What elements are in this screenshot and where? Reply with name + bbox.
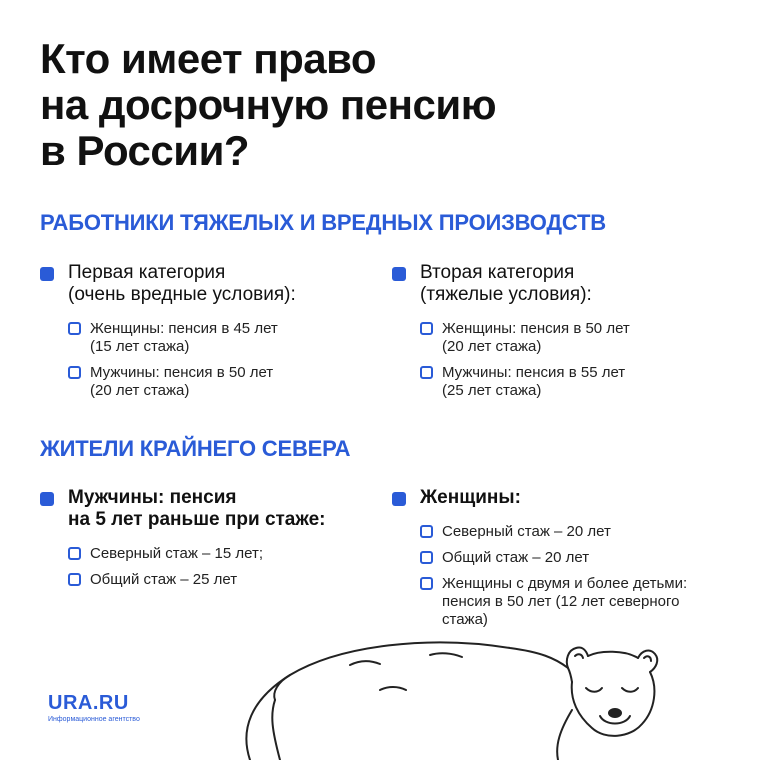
section-heading-harmful: РАБОТНИКИ ТЯЖЕЛЫХ И ВРЕДНЫХ ПРОИЗВОДСТВ — [40, 210, 606, 235]
outline-square-icon — [420, 366, 433, 379]
category-north-women-heading: Женщины: — [392, 487, 732, 509]
list-item: Женщины с двумя и более детьми: пенсия в 50 лет (12 лет северного стажа) — [420, 575, 732, 629]
list-item: Женщины: пенсия в 45 лет (15 лет стажа) — [68, 320, 380, 356]
category-north-women — [392, 487, 732, 637]
filled-square-icon — [40, 267, 54, 281]
logo-subtitle: Информационное агентство — [48, 716, 140, 723]
list-item: Мужчины: пенсия в 50 лет (20 лет стажа) — [68, 364, 380, 400]
outline-square-icon — [420, 551, 433, 564]
title-line-2: на досрочную пенсию — [40, 81, 497, 128]
outline-square-icon — [68, 322, 81, 335]
outline-square-icon — [420, 525, 433, 538]
page-title — [40, 36, 680, 174]
outline-square-icon — [420, 322, 433, 335]
category-first — [40, 262, 380, 408]
filled-square-icon — [392, 492, 406, 506]
title-line-3: в России? — [40, 127, 250, 174]
category-north-men — [40, 487, 380, 597]
outline-square-icon — [68, 547, 81, 560]
list-item: Общий стаж – 20 лет — [420, 549, 732, 567]
category-second-heading: Вторая категория (тяжелые условия): — [392, 262, 732, 306]
category-north-men-heading: Мужчины: пенсия на 5 лет раньше при стаже: — [40, 487, 380, 531]
title-line-1: Кто имеет право — [40, 35, 377, 82]
category-second — [392, 262, 732, 408]
logo-name: URA.RU — [48, 692, 129, 714]
outline-square-icon — [420, 577, 433, 590]
list-item: Северный стаж – 20 лет — [420, 523, 732, 541]
section-heading-north: ЖИТЕЛИ КРАЙНЕГО СЕВЕРА — [40, 436, 351, 461]
list-item: Северный стаж – 15 лет; — [68, 545, 380, 563]
outline-square-icon — [68, 366, 81, 379]
list-item: Мужчины: пенсия в 55 лет (25 лет стажа) — [420, 364, 732, 400]
logo — [48, 692, 140, 723]
category-first-heading: Первая категория (очень вредные условия): — [40, 262, 380, 306]
polar-bear-illustration — [230, 620, 670, 760]
filled-square-icon — [40, 492, 54, 506]
filled-square-icon — [392, 267, 406, 281]
list-item: Женщины: пенсия в 50 лет (20 лет стажа) — [420, 320, 732, 356]
outline-square-icon — [68, 573, 81, 586]
list-item: Общий стаж – 25 лет — [68, 571, 380, 589]
